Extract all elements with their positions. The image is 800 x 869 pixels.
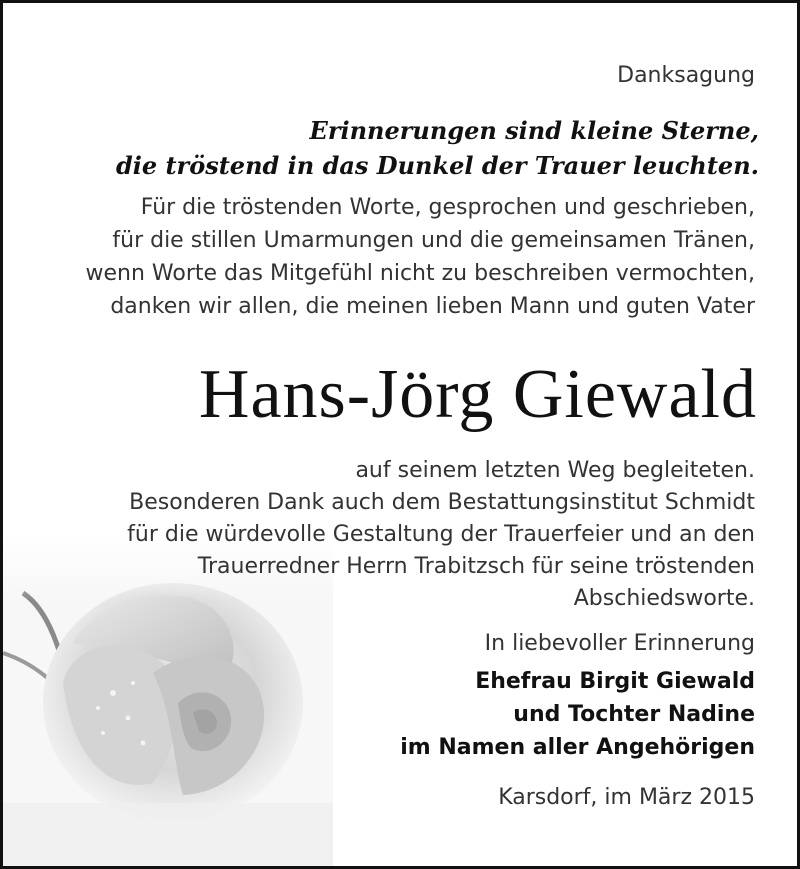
intro-line: für die stillen Umarmungen und die gemeinsamen Tränen, [112,228,755,253]
quote-line: die tröstend in das Dunkel der Trauer leuchten. [115,151,759,180]
memory-line: In liebevoller Erinnerung [484,631,755,656]
thanks-line: Besonderen Dank auch dem Bestattungsinstitut Schmidt [129,490,755,515]
thanks-text [127,455,755,615]
signer-line: Ehefrau Birgit Giewald [475,669,755,694]
quote [116,113,759,183]
place-date: Karsdorf, im März 2015 [498,785,755,810]
quote-line: Erinnerungen sind kleine Sterne, [309,116,759,145]
intro-line: Für die tröstenden Worte, gesprochen und geschrieben, [140,195,755,220]
thanks-line: Trauerredner Herrn Trabitzsch für seine tröstenden [197,554,755,579]
thanks-line: auf seinem letzten Weg begleiteten. [355,458,755,483]
deceased-name: Hans-Jörg Giewald [198,356,757,433]
thanks-line: für die würdevolle Gestaltung der Trauerfeier und an den [127,522,755,547]
signers [400,665,755,764]
signer-line: im Namen aller Angehörigen [400,735,755,760]
thanks-line: Abschiedsworte. [573,586,755,611]
intro-line: danken wir allen, die meinen lieben Mann und guten Vater [110,294,755,319]
intro-text [86,191,755,323]
signer-line: und Tochter Nadine [513,702,755,727]
heading: Danksagung [617,63,755,88]
intro-line: wenn Worte das Mitgefühl nicht zu beschreiben vermochten, [85,261,755,286]
